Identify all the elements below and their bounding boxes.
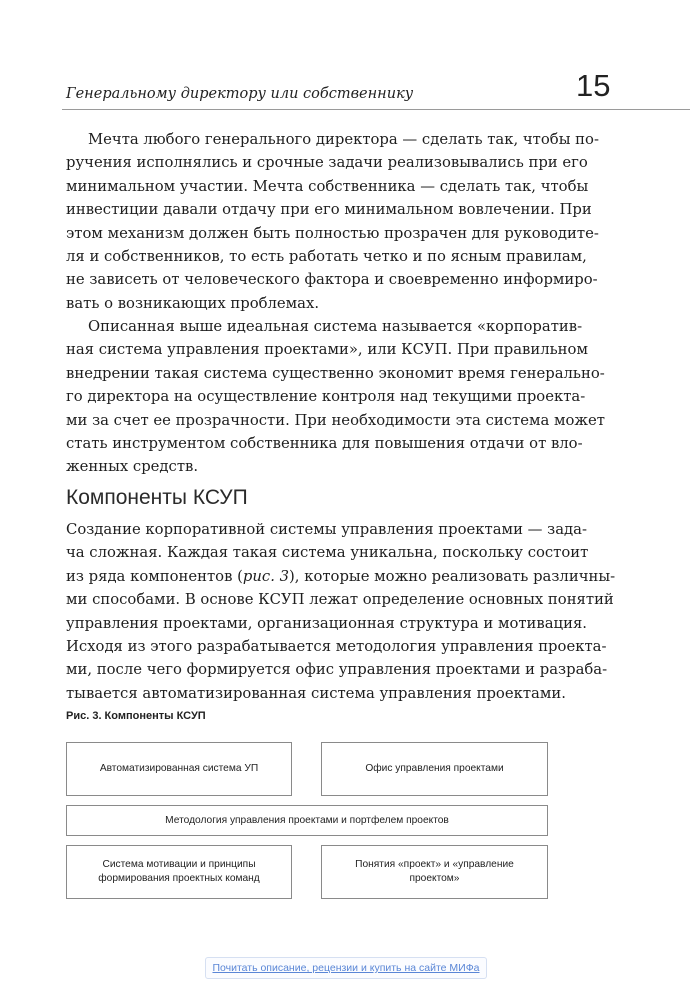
figure-caption: Рис. 3. Компоненты КСУП: [66, 710, 206, 722]
running-head: Генеральному директору или собственнику: [66, 86, 414, 102]
text-line-with-figure-ref: [66, 565, 616, 588]
text-line: ми за счет ее прозрачности. При необходимости эта система может: [66, 411, 605, 429]
box-label-line: Система мотивации и принципы: [102, 859, 256, 870]
box-methodology: [66, 805, 548, 836]
paragraph-3: [66, 518, 616, 705]
box-label: Автоматизированная система УП: [99, 763, 259, 774]
text-line: ручения исполнялись и срочные задачи реализовывались при его: [66, 154, 588, 172]
figure-reference: рис. 3: [242, 567, 290, 585]
text-line: управления проектами, организационная структура и мотивация.: [66, 614, 587, 632]
box-automated-system: [66, 742, 292, 796]
text-line: стать инструментом собственника для повышения отдачи от вло-: [66, 435, 583, 453]
text-line: Исходя из этого разрабатывается методология управления проекта-: [66, 638, 607, 656]
text-line: Создание корпоративной системы управления проектами — зада-: [66, 521, 587, 538]
box-label: Методология управления проектами и портфелем проектов: [165, 814, 449, 826]
box-project-office: [321, 742, 548, 796]
box-label-line: формирования проектных команд: [98, 873, 260, 884]
text-line: Мечта любого генерального директора — сделать так, чтобы по-: [88, 131, 599, 148]
text-fragment: из ряда компонентов (: [66, 567, 243, 585]
text-line: внедрении такая система существенно экономит время генерально-: [66, 364, 605, 382]
paragraph-1: [66, 128, 599, 315]
page-number: 15: [576, 68, 611, 103]
text-line: Описанная выше идеальная система называется «корпоратив-: [88, 318, 583, 335]
text-line: не зависеть от человеческого фактора и своевременно информиро-: [66, 271, 598, 289]
box-concepts: [321, 845, 548, 899]
text-line: вать о возникающих проблемах.: [66, 294, 320, 312]
text-line: ми, после чего формируется офис управления проектами и разраба-: [66, 661, 608, 679]
section-title: Компоненты КСУП: [66, 486, 248, 509]
header-rule: [62, 109, 690, 110]
text-line: го директора на осуществление контроля над текущими проекта-: [66, 388, 586, 406]
text-line: этом механизм должен быть полностью прозрачен для руководите-: [66, 224, 599, 242]
buy-on-site-link[interactable]: Почитать описание, рецензии и купить на сайте МИФа: [205, 957, 487, 979]
box-motivation-system: [66, 845, 292, 899]
box-label: Офис управления проектами: [365, 763, 504, 774]
text-line: ча сложная. Каждая такая система уникальна, поскольку состоит: [66, 544, 589, 562]
text-line: ля и собственников, то есть работать четко и по ясным правилам,: [66, 248, 587, 266]
text-line: инвестиции давали отдачу при его минимальном вовлечении. При: [66, 201, 592, 219]
text-line: ми способами. В основе КСУП лежат определение основных понятий: [66, 591, 614, 609]
box-label: Понятия «проект» и «управление проектом»: [355, 859, 514, 884]
box-label: [98, 858, 259, 886]
text-line: минимальном участии. Мечта собственника — сделать так, чтобы: [66, 177, 589, 195]
paragraph-2: [66, 315, 605, 479]
text-fragment: ), которые можно реализовать различны-: [289, 567, 616, 585]
text-line: женных средств.: [66, 458, 199, 476]
text-line: ная система управления проектами», или КСУП. При правильном: [66, 341, 588, 359]
text-line: тывается автоматизированная система управления проектами.: [66, 684, 566, 702]
